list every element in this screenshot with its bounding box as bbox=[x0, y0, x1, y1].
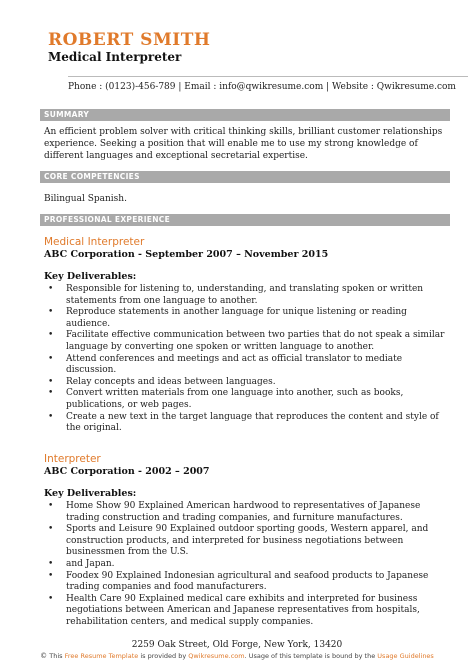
copyright-icon: © bbox=[40, 652, 48, 660]
qwikresume-link[interactable]: Qwikresume.com bbox=[188, 652, 245, 660]
list-item: • Sports and Leisure 90 Explained outdoor sporting goods, Western apparel, and construction products, and interpreted for business negotiations between businessmen from the U.S. bbox=[60, 524, 448, 559]
list-item: • Reproduce statements in another language for unique listening or reading audience. bbox=[60, 307, 448, 330]
deliverables-label: Key Deliverables: bbox=[44, 271, 137, 282]
list-item: • Home Show 90 Explained American hardwood to representatives of Japanese trading construction and trading companies, and furniture manufactures. bbox=[60, 501, 448, 524]
list-item: • Health Care 90 Explained medical care exhibits and interpreted for business negotiations between American and Japanese representatives from hospitals, rehabilitation centers, and medical supply companies. bbox=[60, 594, 448, 629]
list-item: • Facilitate effective communication between two parties that do not speak a similar language by converting one spoken or written language to another. bbox=[60, 330, 448, 353]
candidate-role: Medical Interpreter bbox=[48, 50, 182, 64]
job-company: ABC Corporation - 2002 – 2007 bbox=[44, 466, 210, 477]
competencies-text: Bilingual Spanish. bbox=[44, 194, 127, 204]
resume-footer bbox=[0, 640, 474, 660]
footer-credits bbox=[0, 652, 474, 660]
list-item: • Create a new text in the target language that reproduces the content and style of the original. bbox=[60, 412, 448, 435]
job-title: Medical Interpreter bbox=[44, 236, 145, 248]
usage-guidelines-link[interactable]: Usage Guidelines bbox=[377, 652, 434, 660]
job-company: ABC Corporation - September 2007 – November 2015 bbox=[44, 249, 329, 260]
list-item: • Foodex 90 Explained Indonesian agricultural and seafood products to Japanese trading companies and food manufacturers. bbox=[60, 571, 448, 594]
list-item: • Responsible for listening to, understanding, and translating spoken or written statements from one language to another. bbox=[60, 284, 448, 307]
deliverables-label: Key Deliverables: bbox=[44, 488, 137, 499]
footer-prefix: This bbox=[49, 652, 63, 660]
summary-heading: SUMMARY bbox=[40, 109, 450, 121]
job-title: Interpreter bbox=[44, 453, 101, 465]
competencies-heading: CORE COMPETENCIES bbox=[40, 171, 450, 183]
free-template-link[interactable]: Free Resume Template bbox=[64, 652, 139, 660]
job-deliverables-list bbox=[60, 501, 448, 629]
candidate-name: ROBERT SMITH bbox=[48, 30, 211, 50]
list-item: • Relay concepts and ideas between languages. bbox=[60, 377, 448, 389]
list-item: • and Japan. bbox=[60, 559, 448, 571]
summary-text: An efficient problem solver with critical thinking skills, brilliant customer relationships experience. Seeking a position that will enable me to use my strong knowledge of different languages and exceptional secretarial expertise. bbox=[44, 127, 443, 161]
contact-info: Phone : (0123)-456-789 | Email : info@qwikresume.com | Website : Qwikresume.com bbox=[68, 76, 468, 92]
experience-heading: PROFESSIONAL EXPERIENCE bbox=[40, 214, 450, 226]
job-deliverables-list bbox=[60, 284, 448, 435]
footer-provided-by: is provided by bbox=[140, 652, 187, 660]
footer-address: 2259 Oak Street, Old Forge, New York, 13420 bbox=[131, 640, 343, 650]
list-item: • Attend conferences and meetings and act as official translator to mediate discussion. bbox=[60, 354, 448, 377]
footer-usage-text: . Usage of this template is bound by the bbox=[244, 652, 376, 660]
list-item: • Convert written materials from one language into another, such as books, publications, or web pages. bbox=[60, 388, 448, 411]
